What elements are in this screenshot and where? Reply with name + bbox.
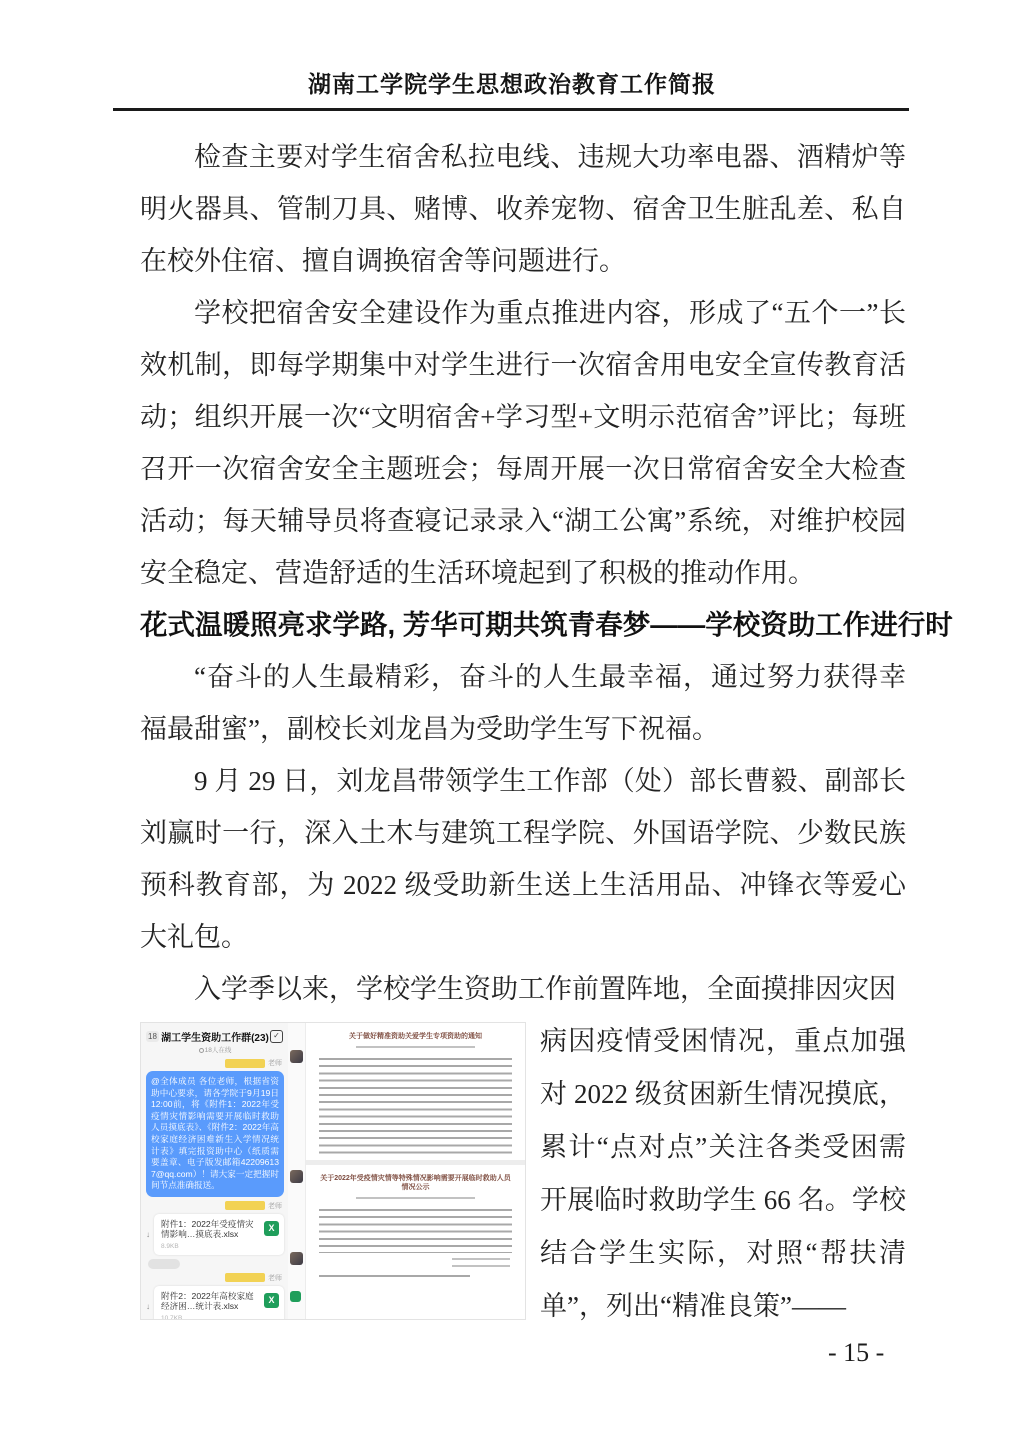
header-title: 湖南工学院学生思想政治教育工作简报 bbox=[308, 71, 716, 97]
excel-file-icon: X bbox=[264, 1221, 279, 1236]
page-header bbox=[0, 0, 1024, 111]
embedded-screenshot bbox=[140, 1022, 526, 1320]
attachment-name: 附件2：2022年高校家庭经济困…统计表.xlsx bbox=[161, 1290, 254, 1312]
paragraph-inspection: 检查主要对学生宿舍私拉电线、违规大功率电器、酒精炉等明火器具、管制刀具、赌博、收养宠物、宿舍卫生脏乱差、私自在校外住宿、擅自调换宿舍等问题进行。 bbox=[140, 142, 906, 276]
paragraph-blessing: “奋斗的人生最精彩，奋斗的人生最幸福，通过努力获得幸福最甜蜜”，副校长刘龙昌为受助学生写下祝福。 bbox=[140, 662, 906, 744]
page-number: - 15 - bbox=[828, 1338, 885, 1367]
wechat-group-panel bbox=[141, 1023, 288, 1319]
unread-badge: 18 bbox=[148, 1032, 157, 1041]
notice-doc-1 bbox=[306, 1023, 525, 1160]
excel-file-icon: X bbox=[264, 1293, 279, 1308]
select-check-icon: ✓ bbox=[270, 1030, 283, 1043]
attachment-row bbox=[146, 1214, 284, 1255]
chat-header bbox=[146, 1026, 284, 1054]
page-content bbox=[140, 131, 953, 1333]
avatar bbox=[290, 1050, 303, 1063]
sender-name-highlight bbox=[225, 1059, 265, 1068]
chat-message-bubble: @全体成员 各位老师，根据省资助中心要求，请各学院于9月19日12:00前，将《附件1：2022年受疫情灾情影响需要开展临时救助人员摸底表》、《附件2：2022年高校家庭经济困难新生入学情况统计表》填完报资助中心（纸质需要盖章、电子版发邮箱422096137@qq.com）！请大家一定把握时间节点准确报送。 bbox=[146, 1071, 284, 1197]
sender-label: 老师 bbox=[268, 1060, 282, 1067]
attachment-card-1 bbox=[154, 1214, 284, 1255]
notice-documents-panel bbox=[305, 1023, 525, 1319]
notice-signature-skeleton bbox=[452, 1258, 510, 1269]
online-dot-icon bbox=[199, 1048, 204, 1053]
attachment-size: 8.9KB bbox=[161, 1242, 179, 1250]
attachment-row bbox=[146, 1286, 284, 1319]
notice-doc-2 bbox=[306, 1165, 525, 1289]
section-heading: 花式温暖照亮求学路, 芳华可期共筑青春梦——学校资助工作进行时 bbox=[140, 609, 953, 640]
notice-attachment-skeleton bbox=[319, 1275, 470, 1279]
header-rule bbox=[113, 108, 909, 111]
avatar bbox=[290, 1252, 303, 1265]
chat-group-title: 湖工学生资助工作群(23) bbox=[161, 1033, 269, 1044]
paragraph-aid-line1: 入学季以来，学校学生资助工作前置阵地，全面摸排因灾因 bbox=[194, 974, 896, 1004]
paragraph-aid-wrap bbox=[140, 1015, 906, 1333]
chat-online-count: 18人在线 bbox=[146, 1045, 284, 1054]
sender-name-highlight bbox=[225, 1273, 265, 1282]
sender-label: 老师 bbox=[268, 1274, 282, 1282]
avatar-column bbox=[288, 1023, 305, 1319]
sender-name-highlight bbox=[225, 1201, 265, 1210]
download-arrow-icon: ↓ bbox=[146, 1301, 150, 1311]
sender-row bbox=[146, 1058, 282, 1068]
attachment-size: 10.7KB bbox=[161, 1314, 183, 1319]
sender-row bbox=[146, 1273, 282, 1283]
sender-label: 老师 bbox=[268, 1202, 282, 1210]
notice-meta-skeleton bbox=[356, 1046, 476, 1050]
sender-row bbox=[146, 1201, 282, 1211]
paragraph-dorm-safety: 学校把宿舍安全建设作为重点推进内容，形成了“五个一”长效机制，即每学期集中对学生进行一次宿舍用电安全宣传教育活动；组织开展一次“文明宿舍+学习型+文明示范宿舍”评比；每班召开一次宿舍安全主题班会；每周开展一次日常宿舍安全大检查活动；每天辅导员将查寝记录录入“湖工公寓”系统，对维护校园安全稳定、营造舒适的生活环境起到了积极的推动作用。 bbox=[140, 298, 906, 588]
paragraph-aid-rest: 病因疫情受困情况，重点加强对 2022 级贫困新生情况摸底，累计“点对点”关注各类受困需开展临时救助学生 66 名。学校结合学生实际，对照“帮扶清单”，列出“精准良策”—— bbox=[540, 1026, 906, 1321]
download-arrow-icon: ↓ bbox=[146, 1229, 150, 1239]
quick-action-pill bbox=[148, 1259, 180, 1269]
paragraph-visit: 9 月 29 日，刘龙昌带领学生工作部（处）部长曹毅、副部长刘赢时一行，深入土木与建筑工程学院、外国语学院、少数民族预科教育部，为 2022 级受助新生送上生活用品、冲锋衣等爱心大礼包。 bbox=[140, 766, 906, 952]
notice-title: 关于2022年受疫情灾情等特殊情况影响需要开展临时救助人员情况公示 bbox=[320, 1175, 511, 1191]
notice-title: 关于做好精准资助关爱学生专项资助的通知 bbox=[349, 1033, 482, 1040]
attachment-card-2 bbox=[154, 1286, 284, 1319]
notice-body-skeleton bbox=[319, 1058, 512, 1154]
excel-mini-icon bbox=[290, 1291, 301, 1302]
attachment-name: 附件1：2022年受疫情灾情影响…摸底表.xlsx bbox=[161, 1218, 254, 1240]
notice-body-skeleton bbox=[319, 1209, 512, 1253]
notice-meta-skeleton bbox=[356, 1197, 476, 1201]
avatar bbox=[290, 1170, 303, 1183]
